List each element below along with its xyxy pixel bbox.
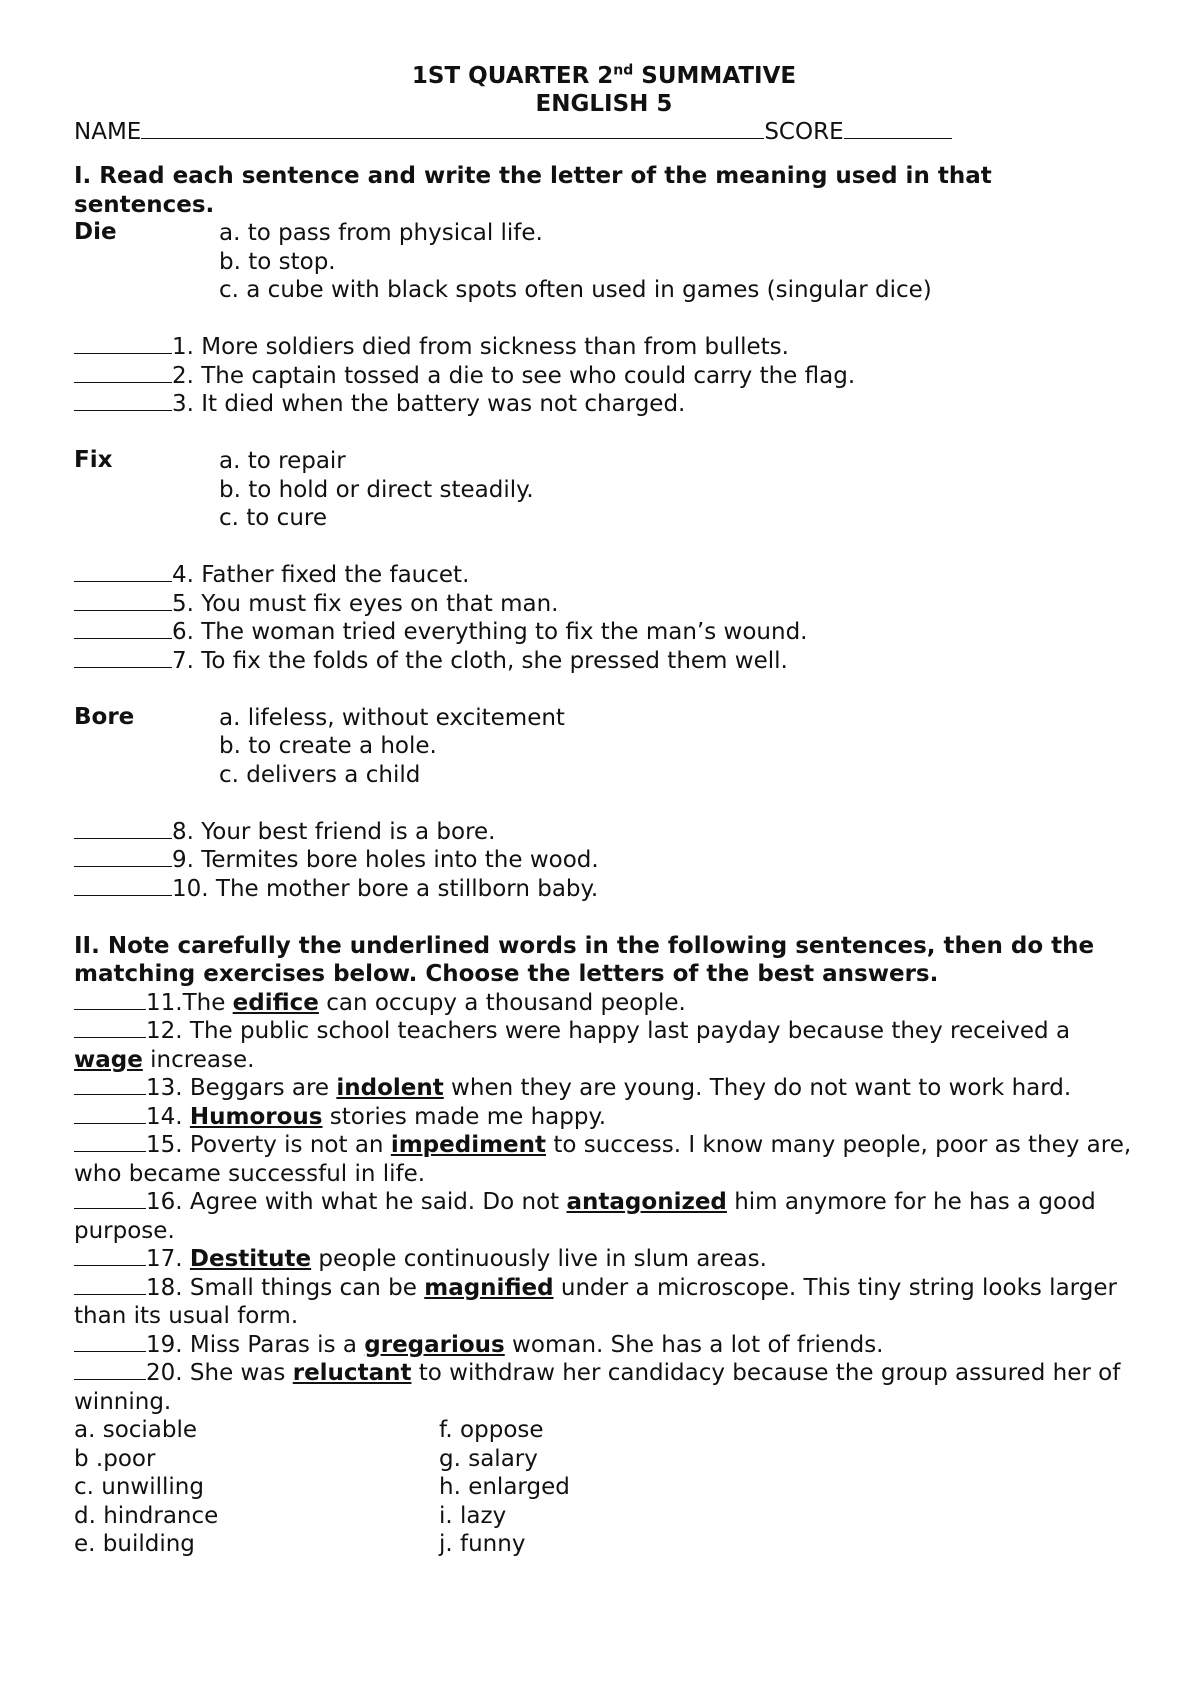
answer-blank[interactable] xyxy=(74,1131,146,1152)
answer-blank[interactable] xyxy=(74,1103,146,1124)
question-item: 3. It died when the battery was not charged. xyxy=(74,390,1134,419)
choice-item: h. enlarged xyxy=(439,1474,570,1500)
underlined-word: gregarious xyxy=(364,1331,505,1358)
answer-blank[interactable] xyxy=(74,1245,146,1266)
answer-blank[interactable] xyxy=(74,1188,146,1209)
underlined-word: edifice xyxy=(232,989,319,1016)
question-item: 8. Your best friend is a bore. xyxy=(74,818,1134,847)
matching-item: 20. She was reluctant to withdraw her candidacy because the group assured her of winning. xyxy=(74,1360,1121,1415)
definition: a. to pass from physical life. xyxy=(219,220,543,246)
matching-item: 16. Agree with what he said. Do not antagonized him anymore for he has a good purpose. xyxy=(74,1189,1096,1244)
answer-blank[interactable] xyxy=(74,1274,146,1295)
underlined-word: indolent xyxy=(336,1075,444,1101)
term-word: Fix xyxy=(74,447,113,473)
worksheet-page xyxy=(74,62,1134,1559)
choices-left-column xyxy=(74,1416,439,1559)
choice-item: a. sociable xyxy=(74,1417,198,1443)
choice-item: c. unwilling xyxy=(74,1474,204,1500)
answer-blank[interactable] xyxy=(74,875,172,896)
definition: a. to repair xyxy=(219,448,346,474)
matching-item: 11.The edifice can occupy a thousand people. xyxy=(74,989,1134,1018)
name-score-line xyxy=(74,118,1134,146)
answer-blank[interactable] xyxy=(74,618,172,639)
term-group-fix xyxy=(74,447,1134,533)
question-item: 4. Father fixed the faucet. xyxy=(74,561,1134,590)
choice-item: e. building xyxy=(74,1531,195,1557)
question-item: 5. You must fix eyes on that man. xyxy=(74,590,1134,619)
score-blank[interactable] xyxy=(844,118,952,139)
answer-blank[interactable] xyxy=(74,590,172,611)
question-item: 7. To fix the folds of the cloth, she pressed them well. xyxy=(74,647,1134,676)
answer-blank[interactable] xyxy=(74,1074,146,1095)
answer-blank[interactable] xyxy=(74,846,172,867)
definition: c. delivers a child xyxy=(219,761,421,788)
definition: a. lifeless, without excitement xyxy=(219,704,565,731)
term-word: Die xyxy=(74,219,117,245)
part1-instruction: I. Read each sentence and write the letter of the meaning used in that sentences. xyxy=(74,163,992,218)
answer-blank[interactable] xyxy=(74,333,172,354)
matching-item: 14. Humorous stories made me happy. xyxy=(74,1103,1134,1132)
choice-item: i. lazy xyxy=(439,1502,507,1529)
question-item: 1. More soldiers died from sickness than from bullets. xyxy=(74,333,1134,362)
question-item: 9. Termites bore holes into the wood. xyxy=(74,846,1134,875)
underlined-word: magnified xyxy=(424,1274,554,1301)
choices-right-column xyxy=(439,1416,804,1559)
definition: c. to cure xyxy=(219,505,327,531)
answer-choices xyxy=(74,1416,1134,1559)
choice-item: f. oppose xyxy=(439,1417,544,1443)
term-word: Bore xyxy=(74,703,135,730)
term-group-bore xyxy=(74,704,1134,790)
question-item: 10. The mother bore a stillborn baby. xyxy=(74,875,1134,904)
choice-item: d. hindrance xyxy=(74,1502,219,1529)
choice-item: j. funny xyxy=(439,1531,526,1557)
matching-item: 13. Beggars are indolent when they are young. They do not want to work hard. xyxy=(74,1074,1134,1103)
answer-blank[interactable] xyxy=(74,818,172,839)
underlined-word: impediment xyxy=(390,1132,547,1158)
answer-blank[interactable] xyxy=(74,561,172,582)
question-item: 2. The captain tossed a die to see who could carry the flag. xyxy=(74,362,1134,391)
answer-blank[interactable] xyxy=(74,647,172,668)
matching-item: 15. Poverty is not an impediment to success. I know many people, poor as they are, who became successful in life. xyxy=(74,1132,1132,1187)
matching-item: 17. Destitute people continuously live in slum areas. xyxy=(74,1245,1134,1274)
underlined-word: reluctant xyxy=(292,1360,412,1386)
question-item: 6. The woman tried everything to fix the man’s wound. xyxy=(74,618,1134,647)
score-label: SCORE xyxy=(764,119,844,145)
answer-blank[interactable] xyxy=(74,390,172,411)
answer-blank[interactable] xyxy=(74,1359,146,1380)
subject-title: ENGLISH 5 xyxy=(535,91,673,117)
definition: b. to create a hole. xyxy=(219,733,437,759)
part2-instruction: II. Note carefully the underlined words in the following sentences, then do the matching exercises below. Choose the letters of the best answers. xyxy=(74,932,1095,987)
answer-blank[interactable] xyxy=(74,362,172,383)
choice-item: b .poor xyxy=(74,1445,156,1472)
definition: c. a cube with black spots often used in games (singular dice) xyxy=(219,277,932,303)
answer-blank[interactable] xyxy=(74,989,146,1010)
name-label: NAME xyxy=(74,119,142,145)
term-group-die xyxy=(74,219,1134,305)
underlined-word: Destitute xyxy=(189,1246,312,1272)
answer-blank[interactable] xyxy=(74,1017,146,1038)
matching-item: 12. The public school teachers were happy last payday because they received a wage increase. xyxy=(74,1018,1071,1073)
choice-item: g. salary xyxy=(439,1445,538,1472)
underlined-word: wage xyxy=(74,1046,143,1073)
definition: b. to stop. xyxy=(219,248,336,275)
matching-item: 18. Small things can be magnified under a microscope. This tiny string looks larger than its usual form. xyxy=(74,1274,1117,1329)
name-blank[interactable] xyxy=(141,118,764,139)
underlined-word: Humorous xyxy=(189,1103,323,1130)
underlined-word: antagonized xyxy=(566,1189,727,1215)
matching-item: 19. Miss Paras is a gregarious woman. She has a lot of friends. xyxy=(74,1331,1134,1360)
worksheet-title: 1ST QUARTER 2nd SUMMATIVE xyxy=(411,62,797,89)
answer-blank[interactable] xyxy=(74,1331,146,1352)
definition: b. to hold or direct steadily. xyxy=(219,476,534,503)
